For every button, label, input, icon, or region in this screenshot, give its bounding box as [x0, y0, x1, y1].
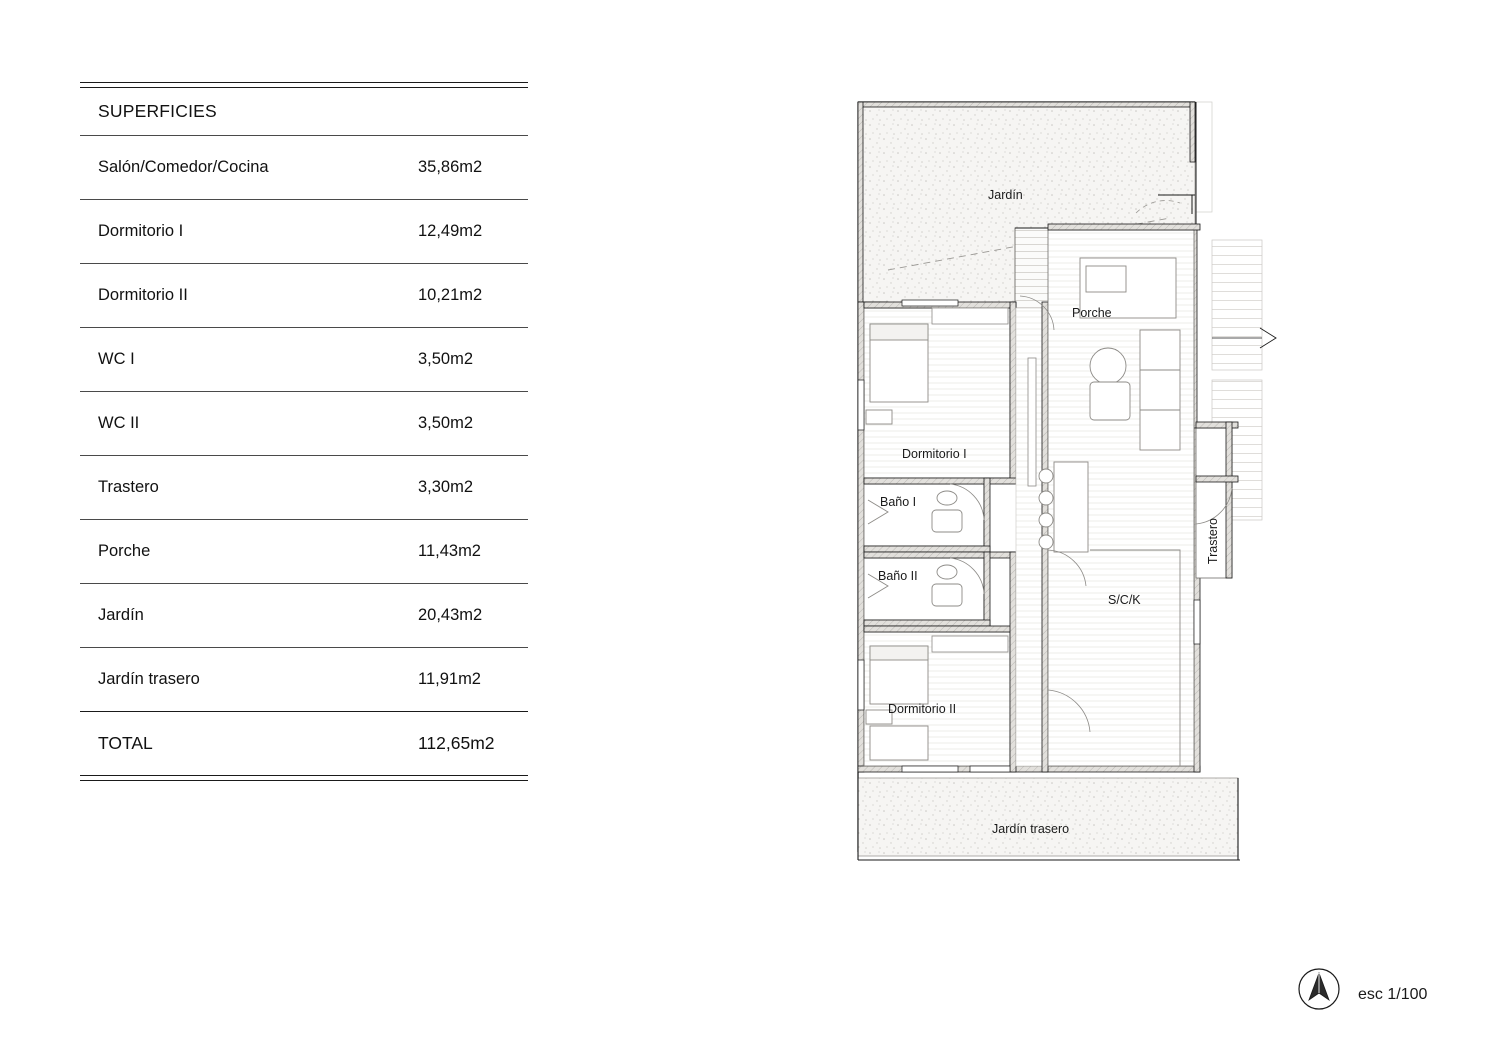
floor-plan-drawing [840, 80, 1400, 880]
table-bottom-rule-2 [80, 780, 528, 781]
plan-label-jardin: Jardín [988, 188, 1023, 202]
row-value: 3,50m2 [418, 414, 474, 432]
row-value: 3,50m2 [418, 350, 474, 368]
table-row [80, 264, 528, 327]
plan-label-sck: S/C/K [1108, 593, 1141, 607]
table-row [80, 648, 528, 711]
table-row [80, 392, 528, 455]
table-row [80, 136, 528, 199]
plan-label-bano-2: Baño II [878, 569, 918, 583]
total-label: TOTAL [98, 733, 153, 753]
total-value: 112,65m2 [418, 733, 495, 753]
plan-label-bano-1: Baño I [880, 495, 917, 509]
plan-label-dormitorio-1: Dormitorio I [902, 447, 967, 461]
row-label: WC I [98, 350, 135, 368]
row-value: 10,21m2 [418, 286, 483, 304]
row-value: 11,43m2 [418, 542, 481, 560]
row-value: 11,91m2 [418, 670, 481, 688]
table-row [80, 328, 528, 391]
table-row [80, 456, 528, 519]
row-label: Jardín [98, 606, 144, 624]
surfaces-table [80, 82, 528, 781]
row-value: 35,86m2 [418, 158, 483, 176]
table-row-total [80, 712, 528, 775]
table-row [80, 200, 528, 263]
plan-label-trastero: Trastero [1206, 518, 1220, 565]
row-label: Salón/Comedor/Cocina [98, 158, 269, 176]
table-row [80, 584, 528, 647]
row-label: Porche [98, 542, 151, 560]
table-row [80, 520, 528, 583]
plan-label-porche: Porche [1072, 306, 1112, 320]
row-label: Jardín trasero [98, 670, 200, 688]
north-arrow-icon [1296, 966, 1342, 1012]
row-value: 12,49m2 [418, 222, 483, 240]
scale-label: esc 1/100 [1358, 986, 1428, 1003]
plan-label-jardin-trasero: Jardín trasero [992, 822, 1070, 836]
row-label: Dormitorio II [98, 286, 188, 304]
row-value: 20,43m2 [418, 606, 483, 624]
surfaces-table-title: SUPERFICIES [98, 101, 217, 121]
row-label: WC II [98, 414, 140, 432]
row-label: Dormitorio I [98, 222, 184, 240]
plan-label-dormitorio-2: Dormitorio II [888, 702, 957, 716]
row-value: 3,30m2 [418, 478, 474, 496]
row-label: Trastero [98, 478, 159, 496]
